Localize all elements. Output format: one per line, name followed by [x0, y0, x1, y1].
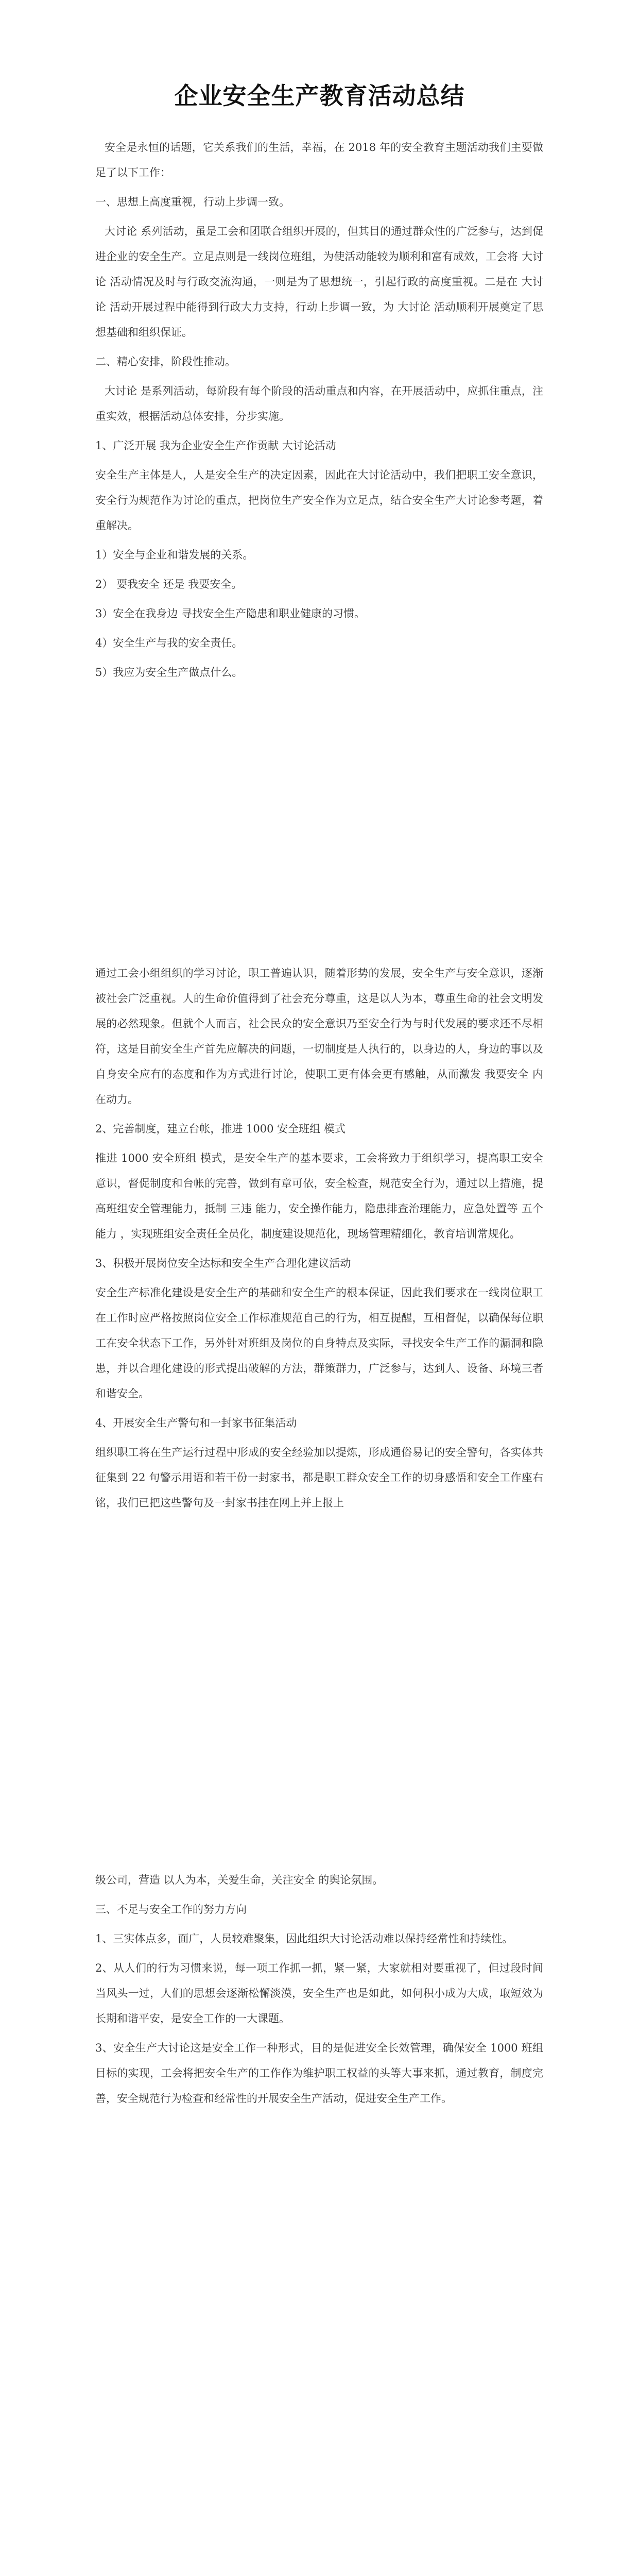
- paragraph: 安全生产标准化建设是安全生产的基础和安全生产的根本保证，因此我们要求在一线岗位职工在工作时应严格按照岗位安全工作标准规范自己的行为，相互提醒，互相督促，以确保每位职工在安全状态下工作，另外针对班组及岗位的自身特点及实际，寻找安全生产工作的漏洞和隐患，并以合理化建设的形式提出破解的方法，群策群力，广泛参与，达到人、设备、环境三者和谐安全。: [95, 1286, 543, 1400]
- document-title: 企业安全生产教育活动总结: [174, 82, 465, 110]
- subheading: 3、积极开展岗位安全达标和安全生产合理化建议活动: [95, 1257, 351, 1269]
- paragraph: 级公司，营造 以人为本，关爱生命，关注安全 的舆论氛围。: [95, 1874, 384, 1886]
- subheading: 1、广泛开展 我为企业安全生产作贡献 大讨论活动: [95, 439, 336, 452]
- subheading: 4、开展安全生产警句和一封家书征集活动: [95, 1417, 297, 1429]
- paragraph: 安全生产主体是人，人是安全生产的决定因素，因此在大讨论活动中，我们把职工安全意识，安全行为规范作为讨论的重点，把岗位生产安全作为立足点，结合安全生产大讨论参考题，着重解决。: [95, 469, 543, 532]
- subheading: 2、完善制度，建立台帐，推进 1000 安全班组 模式: [95, 1123, 346, 1135]
- list-item: 5）我应为安全生产做点什么。: [95, 666, 243, 679]
- paragraph: 大讨论 系列活动，虽是工会和团联合组织开展的，但其目的通过群众性的广泛参与，达到促进企业的安全生产。立足点则是一线岗位班组，为使活动能较为顺利和富有成效，工会将 大讨论 活动情况及时与行政交流沟通，一则是为了思想统一，引起行政的高度重视。二是在 大讨论 活动开展过程中能得到行政大力支持，行动上步调一致，为 大讨论 活动顺利开展奠定了思想基础和组织保证。: [95, 225, 543, 338]
- paragraph: 3、安全生产大讨论这是安全工作一种形式，目的是促进安全长效管理，确保安全 1000 班组目标的实现，工会将把安全生产的工作作为维护职工权益的头等大事来抓，通过教育，制度完善，安全规范行为检查和经常性的开展安全生产活动，促进安全生产工作。: [95, 2042, 543, 2105]
- list-item: 2） 要我安全 还是 我要安全。: [95, 578, 243, 590]
- section-shortcomings: [95, 1868, 543, 2115]
- list-item: 4）安全生产与我的安全责任。: [95, 637, 243, 649]
- section-discussion-results: [95, 961, 543, 1520]
- heading-three: 三、不足与安全工作的努力方向: [95, 1903, 247, 1916]
- paragraph: 安全是永恒的话题，它关系我们的生活，幸福，在 2018 年的安全教育主题活动我们主要做足了以下工作：: [95, 141, 543, 179]
- list-item: 3）安全在我身边 寻找安全生产隐患和职业健康的习惯。: [95, 607, 366, 620]
- paragraph: 2、从人们的行为习惯来说，每一项工作抓一抓，紧一紧，大家就相对要重视了，但过段时间当风头一过，人们的思想会逐渐松懈淡漠，安全生产也是如此，如何积小成为大成，取短效为长期和谐平安，是安全工作的一大课题。: [95, 1962, 543, 2025]
- list-item: 1）安全与企业和谐发展的关系。: [95, 549, 254, 561]
- paragraph: 通过工会小组组织的学习讨论，职工普遍认识，随着形势的发展，安全生产与安全意识，逐渐被社会广泛重视。人的生命价值得到了社会充分尊重，这是以人为本，尊重生命的社会文明发展的必然现象。但就个人而言，社会民众的安全意识乃至安全行为与时代发展的要求还不尽相符，这是目前安全生产首先应解决的问题，一切制度是人执行的，以身边的人，身边的事以及自身安全应有的态度和作为方式进行讨论，使职工更有体会更有感触，从而激发 我要安全 内在动力。: [95, 967, 543, 1106]
- paragraph: 推进 1000 安全班组 模式，是安全生产的基本要求，工会将致力于组织学习，提高职工安全意识，督促制度和台帐的完善，做到有章可依，安全检查，规范安全行为，通过以上措施，提高班组安全管理能力，抵制 三违 能力，安全操作能力，隐患排查治理能力，应急处置等 五个能力 ，实现班组安全责任全员化，制度建设规范化，现场管理精细化，教育培训常规化。: [95, 1152, 543, 1240]
- paragraph: 1、三实体点多，面广，人员较难聚集，因此组织大讨论活动难以保持经常性和持续性。: [95, 1933, 513, 1945]
- heading-one: 一、思想上高度重视，行动上步调一致。: [95, 196, 290, 208]
- section-intro-and-part-one-two: [95, 135, 543, 689]
- paragraph: 大讨论 是系列活动，每阶段有每个阶段的活动重点和内容，在开展活动中，应抓住重点，注重实效，根据活动总体安排，分步实施。: [95, 385, 543, 422]
- paragraph: 组织职工将在生产运行过程中形成的安全经验加以提炼，形成通俗易记的安全警句，各实体共征集到 22 句警示用语和若干份一封家书，都是职工群众安全工作的切身感悟和安全工作座右铭，我们已把这些警句及一封家书挂在网上并上报上: [95, 1446, 543, 1509]
- heading-two: 二、精心安排，阶段性推动。: [95, 355, 236, 368]
